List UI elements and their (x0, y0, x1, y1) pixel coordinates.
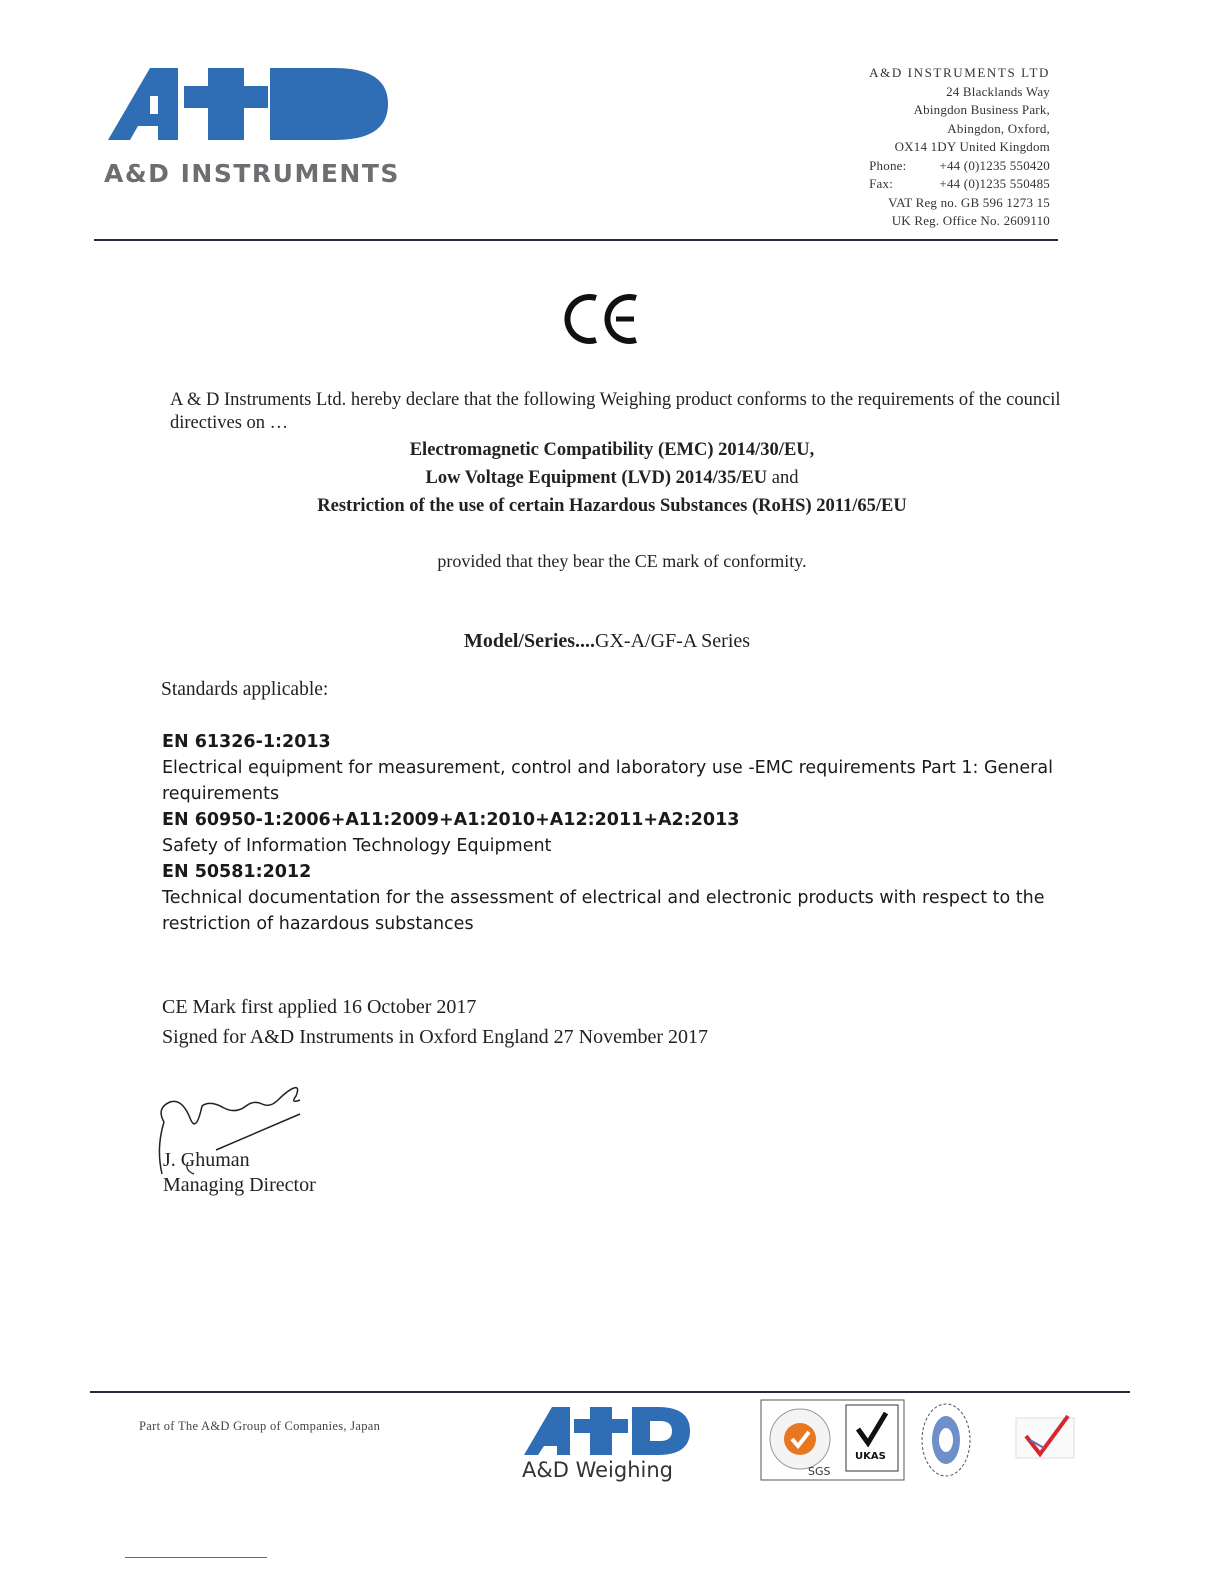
group-statement: Part of The A&D Group of Companies, Japan (139, 1419, 381, 1433)
directive-lvd: Low Voltage Equipment (LVD) 2014/35/EU (425, 468, 768, 488)
address-line: OX14 1DY United Kingdom (894, 139, 1050, 154)
logo-mark-icon (100, 60, 400, 195)
fax-value: +44 (0)1235 550485 (939, 176, 1050, 191)
ad-weighing-logo-icon (518, 1403, 698, 1483)
phone-row (869, 157, 1050, 176)
address-line: Abingdon, Oxford, (947, 120, 1050, 136)
directive-and: and (771, 468, 799, 488)
model-value: GX-A/GF-A Series (595, 630, 751, 652)
standard-code: EN 60950-1:2006+A11:2009+A1:2010+A12:2011+A2:2013 (162, 810, 740, 830)
signed-statement: Signed for A&D Instruments in Oxford England 27 November 2017 (162, 1026, 709, 1048)
directive-emc: Electromagnetic Compatibility (EMC) 2014/30/EU, (409, 440, 815, 460)
footer-underline (125, 1557, 267, 1558)
standard-description: Safety of Information Technology Equipment (162, 836, 552, 856)
directive-rohs: Restriction of the use of certain Hazardous Substances (RoHS) 2011/65/EU (317, 496, 907, 516)
standard-description: Electrical equipment for measurement, control and laboratory use -EMC requirements Part 1: General requirements (162, 758, 1053, 804)
standard-description: Technical documentation for the assessment of electrical and electronic products with respect to the restriction of hazardous substances (162, 888, 1045, 934)
directive-lvd-line (0, 468, 1224, 489)
signatory-title: Managing Director (163, 1174, 316, 1196)
accreditation-seal-icon (918, 1400, 974, 1482)
quality-check-icon (1010, 1410, 1080, 1466)
ce-first-applied: CE Mark first applied 16 October 2017 (162, 996, 477, 1018)
fax-label: Fax: (869, 176, 894, 191)
header-divider (94, 239, 1058, 241)
company-logo (100, 60, 400, 195)
logo-name: A&D INSTRUMENTS (104, 159, 400, 188)
model-series (0, 630, 1214, 653)
footer-divider (90, 1391, 1130, 1393)
model-label: Model/Series.... (463, 630, 596, 652)
company-address-block (869, 64, 1050, 231)
standard-code: EN 61326-1:2013 (162, 732, 331, 752)
ce-mark-icon (560, 290, 646, 348)
standards-heading: Standards applicable: (161, 679, 329, 700)
address-line: 24 Blacklands Way (946, 83, 1050, 99)
phone-value: +44 (0)1235 550420 (939, 157, 1050, 173)
footer-logo-name: A&D Weighing (522, 1458, 673, 1482)
signatory-name: J. Ghuman (163, 1149, 250, 1171)
vat-number: VAT Reg no. GB 596 1273 15 (888, 194, 1050, 210)
phone-label: Phone: (869, 157, 907, 173)
sgs-ukas-certification-badge (760, 1399, 905, 1481)
declaration-intro: A & D Instruments Ltd. hereby declare that the following Weighing product conforms to the requirements of the council directives on … (170, 390, 1061, 433)
signatory (163, 1148, 316, 1198)
footer-logo (518, 1403, 698, 1483)
registered-office: UK Reg. Office No. 2609110 (891, 213, 1050, 228)
address-line: Abingdon Business Park, (913, 102, 1050, 117)
ukas-label: UKAS (855, 1451, 886, 1462)
standard-code: EN 50581:2012 (162, 862, 312, 882)
ce-condition: provided that they bear the CE mark of conformity. (437, 551, 807, 571)
sgs-label: SGS (808, 1465, 831, 1478)
standards-list (162, 729, 1082, 937)
fax-row (869, 175, 1050, 194)
company-name: A&D INSTRUMENTS LTD (869, 65, 1050, 80)
